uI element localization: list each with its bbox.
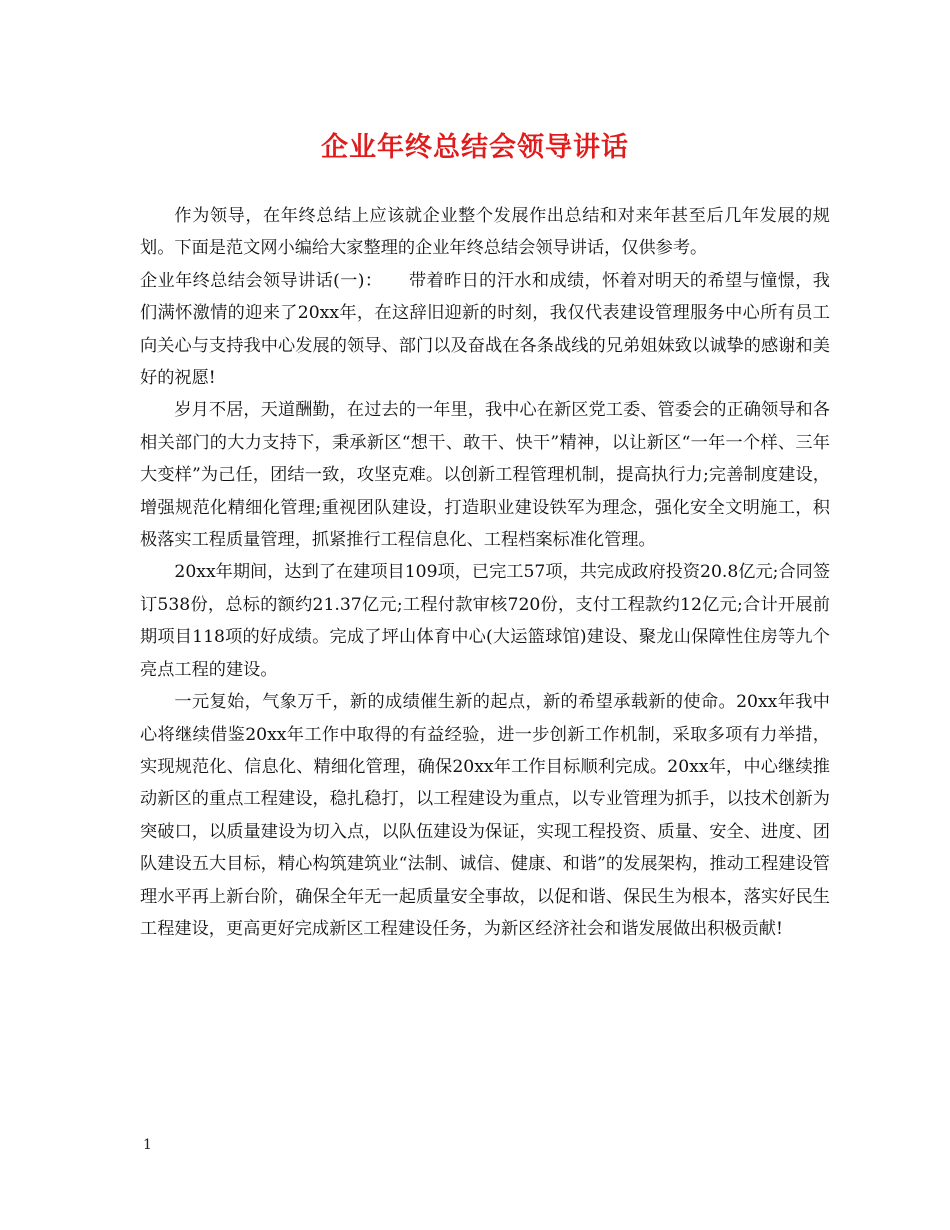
document-body <box>140 200 830 945</box>
paragraph-achievements: 20xx年期间，达到了在建项目109项，已完工57项，共完成政府投资20.8亿元;合同签订538份，总标的额约21.37亿元;工程付款审核720份，支付工程款约12亿元;合计开展前期项目118项的好成绩。完成了坪山体育中心(大运篮球馆)建设、聚龙山保障性住房等九个亮点工程的建设。 <box>140 562 831 680</box>
page-number: 1 <box>143 1137 152 1153</box>
paragraph-speech-1: 企业年终总结会领导讲话(一)： 带着昨日的汗水和成绩，怀着对明天的希望与憧憬，我们满怀激情的迎来了20xx年，在这辞旧迎新的时刻，我仅代表建设管理服务中心所有员工向关心与支持我中心发展的领导、部门以及奋战在各条战线的兄弟姐妹致以诚挚的感谢和美好的祝愿! <box>140 270 830 389</box>
paragraph-review: 岁月不居，天道酬勤，在过去的一年里，我中心在新区党工委、管委会的正确领导和各相关部门的大力支持下，秉承新区“想干、敢干、快干”精神，以让新区“一年一个样、三年大变样”为己任，团结一致，攻坚克难。以创新工程管理机制，提高执行力;完善制度建设，增强规范化精细化管理;重视团队建设，打造职业建设铁军为理念，强化安全文明施工，积极落实工程质量管理，抓紧推行工程信息化、工程档案标准化管理。 <box>140 400 830 551</box>
paragraph-outlook: 一元复始，气象万千，新的成绩催生新的起点，新的希望承载新的使命。20xx年我中心将继续借鉴20xx年工作中取得的有益经验，进一步创新工作机制，采取多项有力举措，实现规范化、信息化、精细化管理，确保20xx年工作目标顺利完成。20xx年，中心继续推动新区的重点工程建设，稳扎稳打，以工程建设为重点，以专业管理为抓手，以技术创新为突破口，以质量建设为切入点，以队伍建设为保证，实现工程投资、质量、安全、进度、团队建设五大目标，精心构筑建筑业“法制、诚信、健康、和谐”的发展架构，推动工程建设管理水平再上新台阶，确保全年无一起质量安全事故，以促和谐、保民生为根本，落实好民生工程建设，更高更好完成新区工程建设任务，为新区经济社会和谐发展做出积极贡献! <box>140 692 830 939</box>
document-title: 企业年终总结会领导讲话 <box>321 132 629 163</box>
paragraph-intro: 作为领导，在年终总结上应该就企业整个发展作出总结和对来年甚至后几年发展的规划。下面是范文网小编给大家整理的企业年终总结会领导讲话，仅供参考。 <box>140 206 830 259</box>
